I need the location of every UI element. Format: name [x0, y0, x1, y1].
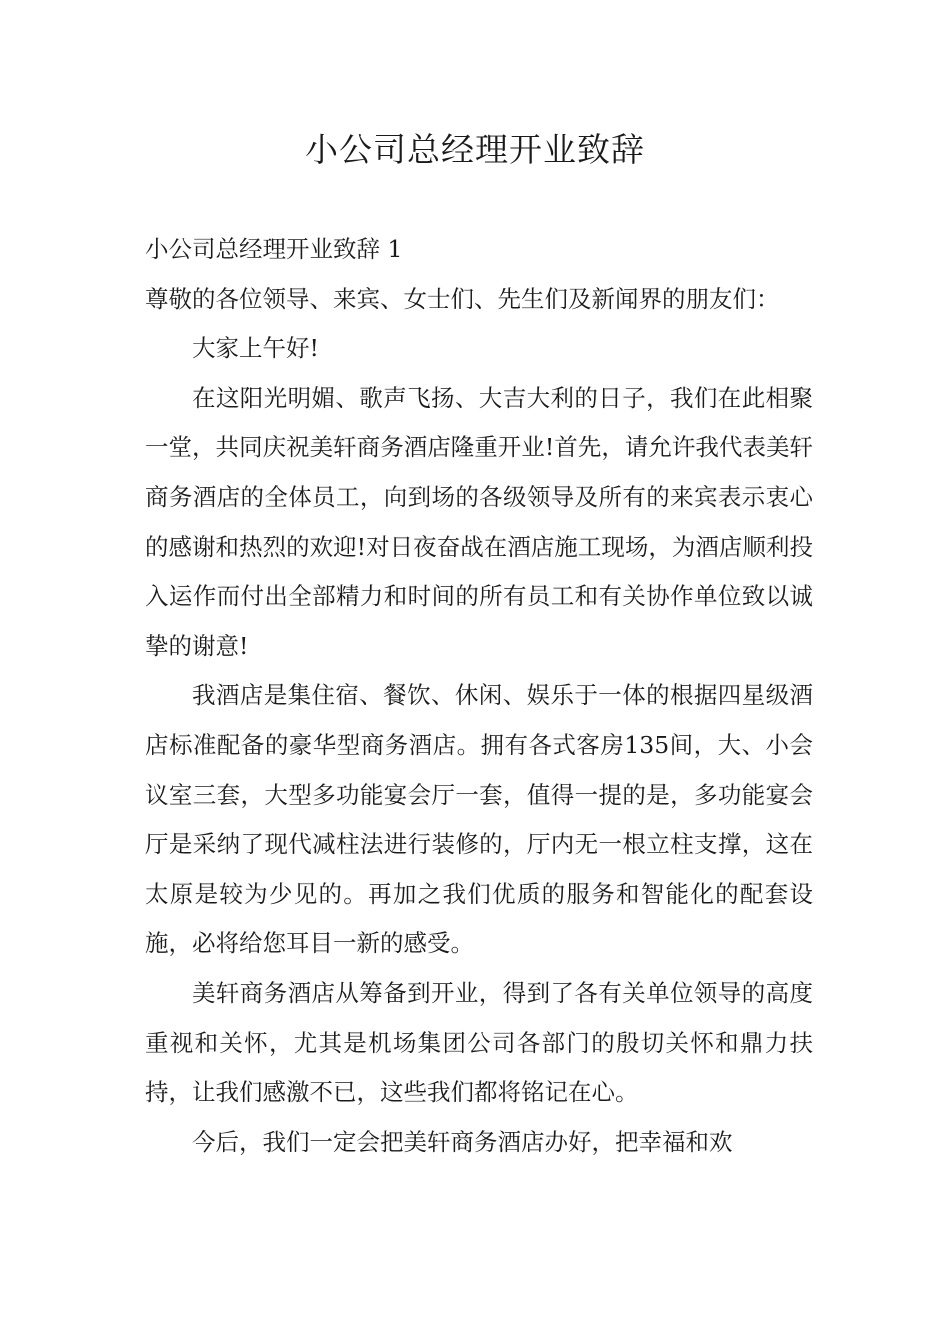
body-paragraph: 我酒店是集住宿、餐饮、休闲、娱乐于一体的根据四星级酒店标准配备的豪华型商务酒店。拥有各式客房135间，大、小会议室三套，大型多功能宴会厅一套，值得一提的是，多功能宴会厅是采纳了现代减柱法进行装修的，厅内无一根立柱支撑，这在太原是较为少见的。再加之我们优质的服务和智能化的配套设施，必将给您耳目一新的感受。 [145, 681, 813, 958]
document-body [145, 225, 813, 1167]
greeting-paragraph: 大家上午好! [192, 334, 319, 363]
body-paragraph: 今后，我们一定会把美轩商务酒店办好，把幸福和欢 [192, 1127, 733, 1156]
body-paragraph: 在这阳光明媚、歌声飞扬、大吉大利的日子，我们在此相聚一堂，共同庆祝美轩商务酒店隆重开业!首先，请允许我代表美轩商务酒店的全体员工，向到场的各级领导及所有的来宾表示衷心的感谢和热烈的欢迎!对日夜奋战在酒店施工现场，为酒店顺利投入运作而付出全部精力和时间的所有员工和有关协作单位致以诚挚的谢意! [145, 383, 813, 660]
body-paragraph: 美轩商务酒店从筹备到开业，得到了各有关单位领导的高度重视和关怀，尤其是机场集团公司各部门的殷切关怀和鼎力扶持，让我们感激不已，这些我们都将铭记在心。 [145, 978, 813, 1107]
salutation-paragraph: 尊敬的各位领导、来宾、女士们、先生们及新闻界的朋友们： [145, 284, 780, 313]
section-heading: 小公司总经理开业致辞 1 [145, 235, 403, 263]
document-title: 小公司总经理开业致辞 [305, 130, 645, 169]
